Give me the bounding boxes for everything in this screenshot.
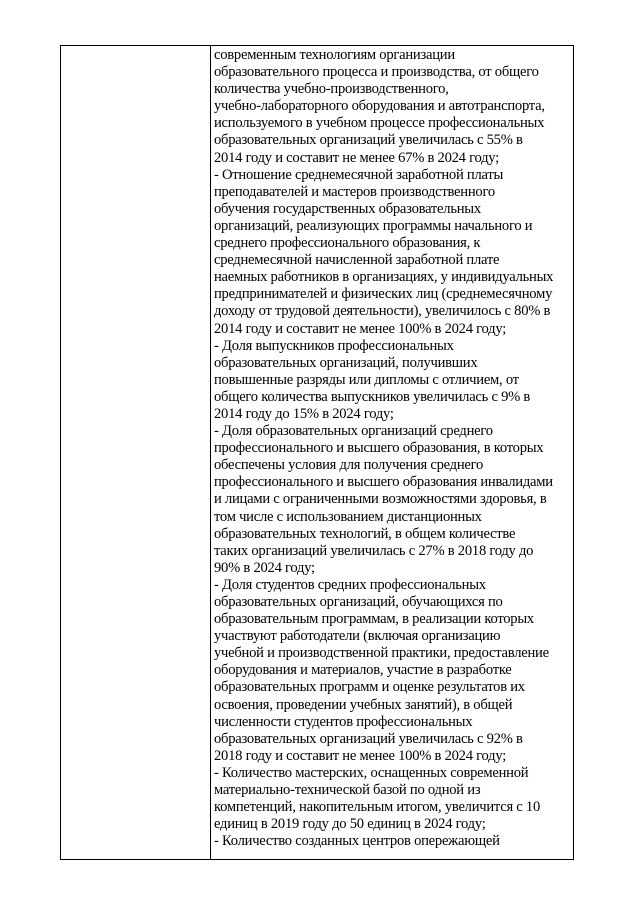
text-line: организаций, реализующих программы начального и <box>214 217 533 234</box>
text-line: преподавателей и мастеров производственного <box>214 183 495 200</box>
text-line: используемого в учебном процессе профессиональных <box>214 115 545 132</box>
text-line: - Доля студентов средних профессиональных <box>214 576 486 593</box>
text-line: повышенные разряды или дипломы с отличием, от <box>214 371 519 388</box>
text-line: - Отношение среднемесячной заработной платы <box>214 166 504 183</box>
text-line: среднего профессионального образования, к <box>214 235 481 252</box>
text-line: - Доля выпускников профессиональных <box>214 337 454 354</box>
text-line: - Доля образовательных организаций среднего <box>214 423 493 440</box>
document-table <box>60 45 574 860</box>
text-line: образовательных технологий, в общем количестве <box>214 525 516 542</box>
text-line: профессионального и высшего образования инвалидами <box>214 474 553 491</box>
text-line: освоения, проведении учебных занятий), в общей <box>214 696 513 713</box>
text-line: общего количества выпускников увеличилась с 9% в <box>214 388 531 405</box>
text-line: доходу от трудовой деятельности), увеличилось с 80% в <box>214 303 551 320</box>
text-line: современным технологиям организации <box>214 47 455 63</box>
text-line: - Количество созданных центров опережающей <box>214 833 500 850</box>
text-line: 2014 году и составит не менее 100% в 2024 году; <box>214 320 507 337</box>
text-line: 2018 году и составит не менее 100% в 2024 году; <box>214 747 507 764</box>
text-line: образовательного процесса и производства, от общего <box>214 64 539 81</box>
table-right-cell <box>211 46 573 859</box>
text-line: учебной и производственной практики, предоставление <box>214 645 549 662</box>
text-line: компетенций, накопительным итогом, увеличится с 10 <box>214 799 541 816</box>
text-line: численности студентов профессиональных <box>214 713 473 730</box>
text-line: и лицами с ограниченными возможностями здоровья, в <box>214 491 547 508</box>
text-line: - Количество мастерских, оснащенных современной <box>214 764 529 781</box>
text-line: образовательных организаций увеличилась с 55% в <box>214 132 523 149</box>
text-line: предпринимателей и физических лиц (среднемесячному <box>214 286 553 303</box>
text-line: образовательных организаций увеличилась с 92% в <box>214 730 523 747</box>
text-line: оборудования и материалов, участие в разработке <box>214 662 512 679</box>
text-line: 2014 году и составит не менее 67% в 2024 году; <box>214 149 499 166</box>
text-line: 90% в 2024 году; <box>214 559 315 576</box>
text-line: образовательных программ и оценке результатов их <box>214 679 525 696</box>
text-line: том числе с использованием дистанционных <box>214 508 482 525</box>
text-line: образовательных организаций, обучающихся по <box>214 594 503 610</box>
text-line: единиц в 2019 году до 50 единиц в 2024 году; <box>214 816 486 833</box>
text-line: наемных работников в организациях, у индивидуальных <box>214 269 554 286</box>
table-left-cell <box>61 46 211 859</box>
text-line: обучения государственных образовательных <box>214 200 481 217</box>
text-line: профессионального и высшего образования, в которых <box>214 440 544 457</box>
text-line: образовательных организаций, получивших <box>214 354 478 371</box>
text-line: обеспечены условия для получения среднего <box>214 457 484 474</box>
text-line: учебно-лабораторного оборудования и автотранспорта, <box>214 98 545 115</box>
text-line: таких организаций увеличилась с 27% в 2018 году до <box>214 542 534 559</box>
text-line: образовательным программам, в реализации которых <box>214 611 534 628</box>
text-line: среднемесячной начисленной заработной плате <box>214 252 500 269</box>
text-line: 2014 году до 15% в 2024 году; <box>214 405 394 422</box>
text-line: участвуют работодатели (включая организацию <box>214 628 501 645</box>
text-line: количества учебно-производственного, <box>214 81 449 98</box>
text-line: материально-технической базой по одной из <box>214 782 481 799</box>
